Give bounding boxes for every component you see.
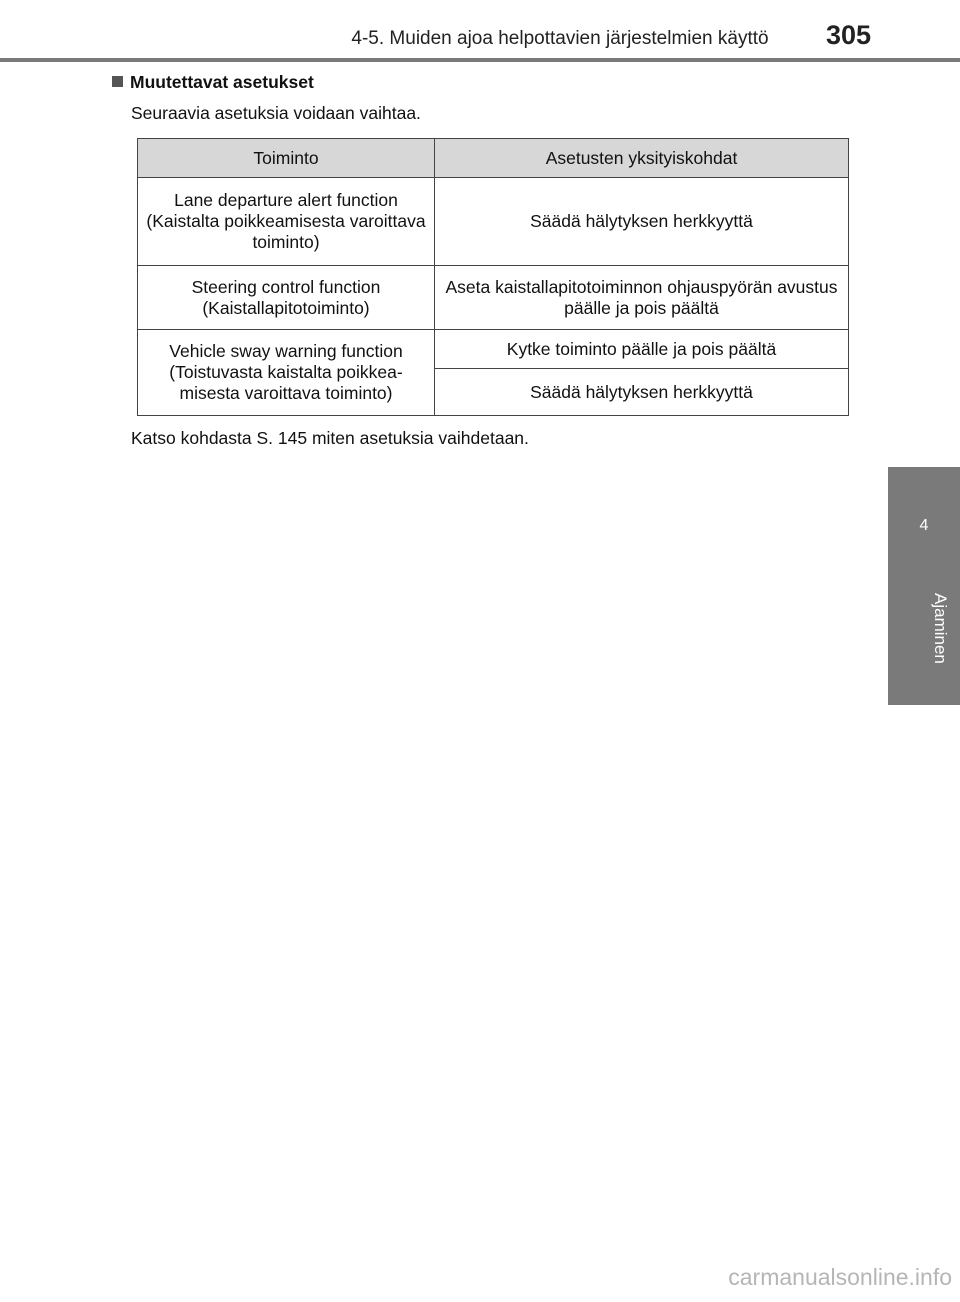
table-header-row <box>138 139 849 178</box>
page-number: 305 <box>826 20 872 50</box>
table-header-details: Asetusten yksityiskohdat <box>435 139 849 178</box>
details-cell: Aseta kaistallapitotoiminnon ohjauspyörän avustus päälle ja pois päältä <box>435 266 849 330</box>
footer-note: Katso kohdasta S. 145 miten asetuksia vaihdetaan. <box>131 428 529 448</box>
chapter-side-tab <box>888 467 960 705</box>
settings-table <box>137 138 849 416</box>
square-bullet-icon <box>112 76 123 87</box>
chapter-number: 4 <box>919 517 929 534</box>
section-heading <box>112 72 314 93</box>
section-intro: Seuraavia asetuksia voidaan vaihtaa. <box>131 103 421 123</box>
chapter-name: Ajaminen <box>931 592 950 664</box>
function-cell: Lane departure alert function (Kaistalta poikkeamisesta varoittava toiminto) <box>138 178 435 266</box>
table-row <box>138 178 849 266</box>
details-cell: Säädä hälytyksen herkkyyttä <box>435 369 849 416</box>
table-header-function: Toiminto <box>138 139 435 178</box>
section-heading-text: Muutettavat asetukset <box>130 72 314 92</box>
header-title: 4-5. Muiden ajoa helpottavien järjestelmien käyttö <box>351 28 769 49</box>
details-cell: Säädä hälytyksen herkkyyttä <box>435 178 849 266</box>
table-row <box>138 266 849 330</box>
details-cell: Kytke toiminto päälle ja pois päältä <box>435 330 849 369</box>
function-cell: Steering control function (Kaistallapitotoiminto) <box>138 266 435 330</box>
header-rule <box>0 58 960 62</box>
watermark: carmanualsonline.info <box>728 1264 952 1290</box>
function-cell: Vehicle sway warning function (Toistuvasta kaistalta poikkea-misesta varoittava toiminto) <box>138 330 435 416</box>
table-row <box>138 330 849 369</box>
